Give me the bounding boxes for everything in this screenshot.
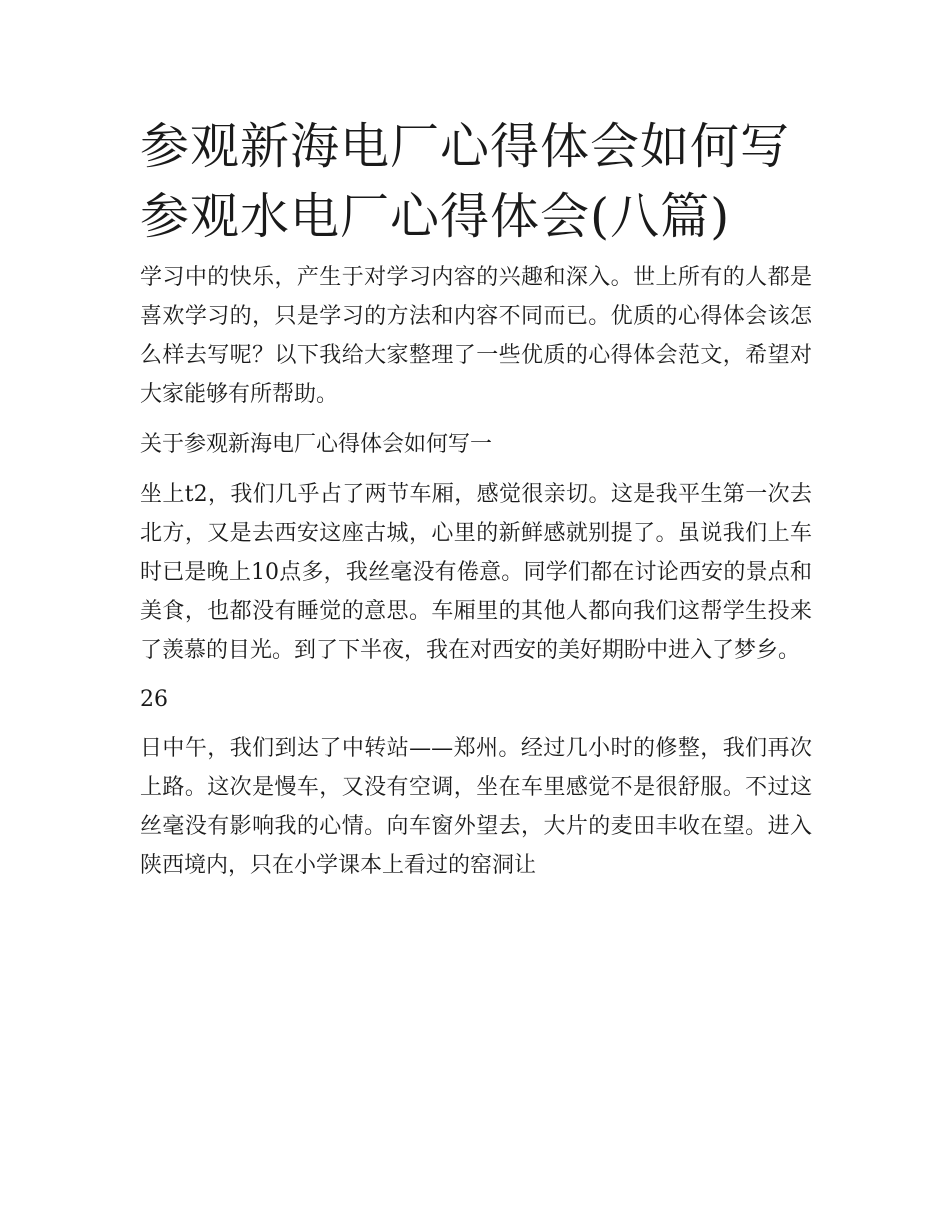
section-heading: 关于参观新海电厂心得体会如何写一	[140, 432, 493, 457]
document-page	[140, 112, 812, 885]
body-paragraph-1: 坐上t2，我们几乎占了两节车厢，感觉很亲切。这是我平生第一次去北方，又是去西安这座古城，心里的新鲜感就别提了。虽说我们上车时已是晚上10点多，我丝毫没有倦意。同学们都在讨论西安的景点和美食，也都没有睡觉的意思。车厢里的其他人都向我们这帮学生投来了羡慕的目光。到了下半夜，我在对西安的美好期盼中进入了梦乡。	[140, 482, 812, 663]
body-paragraph-2: 日中午，我们到达了中转站——郑州。经过几小时的修整，我们再次上路。这次是慢车，又没有空调，坐在车里感觉不是很舒服。不过这丝毫没有影响我的心情。向车窗外望去，大片的麦田丰收在望。进入陕西境内，只在小学课本上看过的窑洞让	[140, 736, 812, 878]
date-number: 26	[140, 687, 168, 712]
title-line-1: 参观新海电厂心得体会如何写	[140, 118, 791, 175]
title-line-2: 参观水电厂心得体会(八篇)	[140, 188, 731, 245]
intro-paragraph: 学习中的快乐，产生于对学习内容的兴趣和深入。世上所有的人都是喜欢学习的，只是学习的方法和内容不同而已。优质的心得体会该怎么样去写呢？以下我给大家整理了一些优质的心得体会范文，希望对大家能够有所帮助。	[140, 265, 812, 407]
document-title	[140, 112, 812, 252]
